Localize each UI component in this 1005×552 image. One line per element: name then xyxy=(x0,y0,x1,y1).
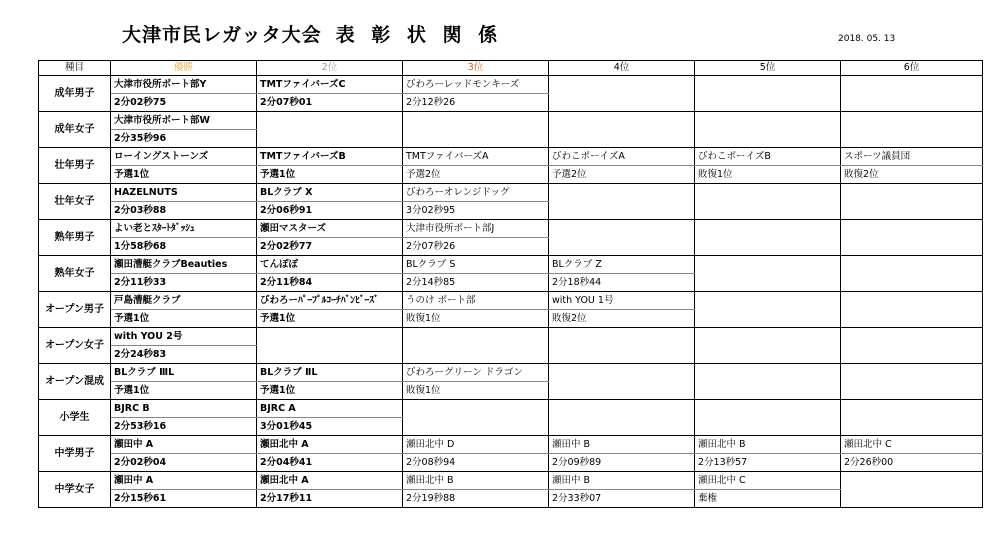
result-2nd: 2分07秒01 xyxy=(257,94,403,112)
empty-cell-4th xyxy=(549,400,695,436)
result-3rd: 2分12秒26 xyxy=(403,94,549,112)
table-row xyxy=(39,364,983,382)
team-name-1st: よい老とｽﾀｰﾄﾀﾞｯｼｭ xyxy=(111,220,257,238)
empty-cell-6th xyxy=(841,472,983,508)
team-name-3rd: TMTファイバーズA xyxy=(403,148,549,166)
result-4th: 2分18秒44 xyxy=(549,274,695,292)
event-category: 中学男子 xyxy=(39,436,111,472)
event-category: オープン女子 xyxy=(39,328,111,364)
table-row xyxy=(39,454,983,472)
result-1st: 2分35秒96 xyxy=(111,130,257,148)
team-name-2nd: びわろーﾊﾟｰﾌﾟﾙｺｰﾁﾊﾞﾝﾋﾞｰｽﾞ xyxy=(257,292,403,310)
team-name-3rd: うのけ ボート部 xyxy=(403,292,549,310)
empty-cell-4th xyxy=(549,220,695,256)
result-1st: 予選1位 xyxy=(111,382,257,400)
team-name-2nd: 瀬田北中 A xyxy=(257,436,403,454)
team-name-1st: 大津市役所ボート部Y xyxy=(111,76,257,94)
empty-cell-5th xyxy=(695,112,841,148)
team-name-3rd: びわろーレッドモンキーズ xyxy=(403,76,549,94)
team-name-2nd: TMTファイバーズB xyxy=(257,148,403,166)
team-name-1st: BLクラブ ⅢL xyxy=(111,364,257,382)
event-category: オープン混成 xyxy=(39,364,111,400)
empty-cell-5th xyxy=(695,76,841,112)
table-row xyxy=(39,148,983,166)
event-category: 壮年女子 xyxy=(39,184,111,220)
team-name-1st: ローイングストーンズ xyxy=(111,148,257,166)
team-name-3rd: 瀬田北中 D xyxy=(403,436,549,454)
result-5th: 棄権 xyxy=(695,490,841,508)
result-2nd: 2分06秒91 xyxy=(257,202,403,220)
result-1st: 2分15秒61 xyxy=(111,490,257,508)
team-name-2nd: BLクラブ ⅡL xyxy=(257,364,403,382)
team-name-5th: 瀬田北中 B xyxy=(695,436,841,454)
result-2nd: 2分17秒11 xyxy=(257,490,403,508)
result-1st: 2分11秒33 xyxy=(111,274,257,292)
awards-table xyxy=(38,60,983,508)
result-2nd: 2分02秒77 xyxy=(257,238,403,256)
result-2nd: 2分04秒41 xyxy=(257,454,403,472)
result-6th: 敗復2位 xyxy=(841,166,983,184)
empty-cell-5th xyxy=(695,220,841,256)
empty-cell-5th xyxy=(695,328,841,364)
empty-cell-2nd xyxy=(257,328,403,364)
column-header-event: 種目 xyxy=(39,61,111,76)
column-header-4th: 4位 xyxy=(549,61,695,76)
empty-cell-3rd xyxy=(403,112,549,148)
column-header-3rd: 3位 xyxy=(403,61,549,76)
result-3rd: 予選2位 xyxy=(403,166,549,184)
team-name-5th: 瀬田北中 C xyxy=(695,472,841,490)
empty-cell-3rd xyxy=(403,400,549,436)
team-name-4th: びわこボーイズA xyxy=(549,148,695,166)
empty-cell-6th xyxy=(841,112,983,148)
empty-cell-6th xyxy=(841,256,983,292)
result-3rd: 2分14秒85 xyxy=(403,274,549,292)
result-3rd: 2分07秒26 xyxy=(403,238,549,256)
result-2nd: 予選1位 xyxy=(257,382,403,400)
table-row xyxy=(39,184,983,202)
event-category: 中学女子 xyxy=(39,472,111,508)
table-row xyxy=(39,292,983,310)
table-row xyxy=(39,220,983,238)
result-4th: 敗復2位 xyxy=(549,310,695,328)
result-5th: 2分13秒57 xyxy=(695,454,841,472)
empty-cell-4th xyxy=(549,328,695,364)
team-name-1st: HAZELNUTS xyxy=(111,184,257,202)
empty-cell-6th xyxy=(841,184,983,220)
event-category: 小学生 xyxy=(39,400,111,436)
empty-cell-5th xyxy=(695,364,841,400)
team-name-4th: with YOU 1号 xyxy=(549,292,695,310)
empty-cell-4th xyxy=(549,184,695,220)
result-1st: 予選1位 xyxy=(111,310,257,328)
team-name-1st: 戸島漕艇クラブ xyxy=(111,292,257,310)
event-category: 熟年男子 xyxy=(39,220,111,256)
awards-table-body xyxy=(39,76,983,508)
empty-cell-5th xyxy=(695,184,841,220)
result-3rd: 3分02秒95 xyxy=(403,202,549,220)
empty-cell-6th xyxy=(841,220,983,256)
result-1st: 2分53秒16 xyxy=(111,418,257,436)
table-row xyxy=(39,400,983,418)
table-row xyxy=(39,436,983,454)
table-row xyxy=(39,76,983,94)
result-4th: 予選2位 xyxy=(549,166,695,184)
empty-cell-5th xyxy=(695,256,841,292)
team-name-1st: 大津市役所ボート部W xyxy=(111,112,257,130)
team-name-6th: スポーツ議員団 xyxy=(841,148,983,166)
result-6th: 2分26秒00 xyxy=(841,454,983,472)
empty-cell-4th xyxy=(549,112,695,148)
document-date: 2018. 05. 13 xyxy=(838,34,896,44)
result-1st: 2分02秒75 xyxy=(111,94,257,112)
result-3rd: 2分19秒88 xyxy=(403,490,549,508)
result-2nd: 予選1位 xyxy=(257,310,403,328)
result-2nd: 3分01秒45 xyxy=(257,418,403,436)
column-header-2nd: 2位 xyxy=(257,61,403,76)
result-1st: 予選1位 xyxy=(111,166,257,184)
team-name-6th: 瀬田北中 C xyxy=(841,436,983,454)
event-category: オープン男子 xyxy=(39,292,111,328)
table-row xyxy=(39,472,983,490)
column-header-5th: 5位 xyxy=(695,61,841,76)
column-header-6th: 6位 xyxy=(841,61,983,76)
title-main: 大津市民レガッタ大会 xyxy=(122,24,322,46)
team-name-2nd: BJRC A xyxy=(257,400,403,418)
empty-cell-4th xyxy=(549,364,695,400)
table-row xyxy=(39,112,983,130)
empty-cell-2nd xyxy=(257,112,403,148)
team-name-1st: 瀬田漕艇クラブBeauties xyxy=(111,256,257,274)
team-name-2nd: BLクラブ X xyxy=(257,184,403,202)
event-category: 成年男子 xyxy=(39,76,111,112)
team-name-2nd: TMTファイバーズC xyxy=(257,76,403,94)
result-3rd: 敗復1位 xyxy=(403,382,549,400)
result-1st: 2分03秒88 xyxy=(111,202,257,220)
event-category: 成年女子 xyxy=(39,112,111,148)
team-name-3rd: BLクラブ S xyxy=(403,256,549,274)
table-row xyxy=(39,256,983,274)
team-name-3rd: びわろーオレンジドッグ xyxy=(403,184,549,202)
team-name-3rd: 大津市役所ボート部J xyxy=(403,220,549,238)
event-category: 熟年女子 xyxy=(39,256,111,292)
team-name-1st: 瀬田中 A xyxy=(111,436,257,454)
team-name-3rd: びわろーグリーン ドラゴン xyxy=(403,364,549,382)
table-row xyxy=(39,328,983,346)
empty-cell-6th xyxy=(841,364,983,400)
empty-cell-6th xyxy=(841,400,983,436)
result-1st: 2分24秒83 xyxy=(111,346,257,364)
team-name-4th: 瀬田中 B xyxy=(549,472,695,490)
result-3rd: 2分08秒94 xyxy=(403,454,549,472)
team-name-1st: BJRC B xyxy=(111,400,257,418)
result-4th: 2分33秒07 xyxy=(549,490,695,508)
empty-cell-5th xyxy=(695,400,841,436)
team-name-1st: with YOU 2号 xyxy=(111,328,257,346)
event-category: 壮年男子 xyxy=(39,148,111,184)
page-title xyxy=(122,20,502,47)
column-header-1st: 優勝 xyxy=(111,61,257,76)
result-2nd: 予選1位 xyxy=(257,166,403,184)
team-name-3rd: 瀬田北中 B xyxy=(403,472,549,490)
result-3rd: 敗復1位 xyxy=(403,310,549,328)
table-row xyxy=(39,166,983,184)
empty-cell-4th xyxy=(549,76,695,112)
header-row xyxy=(39,61,983,76)
result-4th: 2分09秒89 xyxy=(549,454,695,472)
result-1st: 1分58秒68 xyxy=(111,238,257,256)
empty-cell-6th xyxy=(841,292,983,328)
title-sub: 表 彰 状 関 係 xyxy=(335,24,503,46)
team-name-2nd: てんぽぽ xyxy=(257,256,403,274)
team-name-5th: びわこボーイズB xyxy=(695,148,841,166)
team-name-4th: BLクラブ Z xyxy=(549,256,695,274)
team-name-2nd: 瀬田マスターズ xyxy=(257,220,403,238)
empty-cell-5th xyxy=(695,292,841,328)
empty-cell-6th xyxy=(841,76,983,112)
empty-cell-3rd xyxy=(403,328,549,364)
result-2nd: 2分11秒84 xyxy=(257,274,403,292)
result-5th: 敗復1位 xyxy=(695,166,841,184)
team-name-4th: 瀬田中 B xyxy=(549,436,695,454)
team-name-1st: 瀬田中 A xyxy=(111,472,257,490)
team-name-2nd: 瀬田北中 A xyxy=(257,472,403,490)
result-1st: 2分02秒04 xyxy=(111,454,257,472)
empty-cell-6th xyxy=(841,328,983,364)
